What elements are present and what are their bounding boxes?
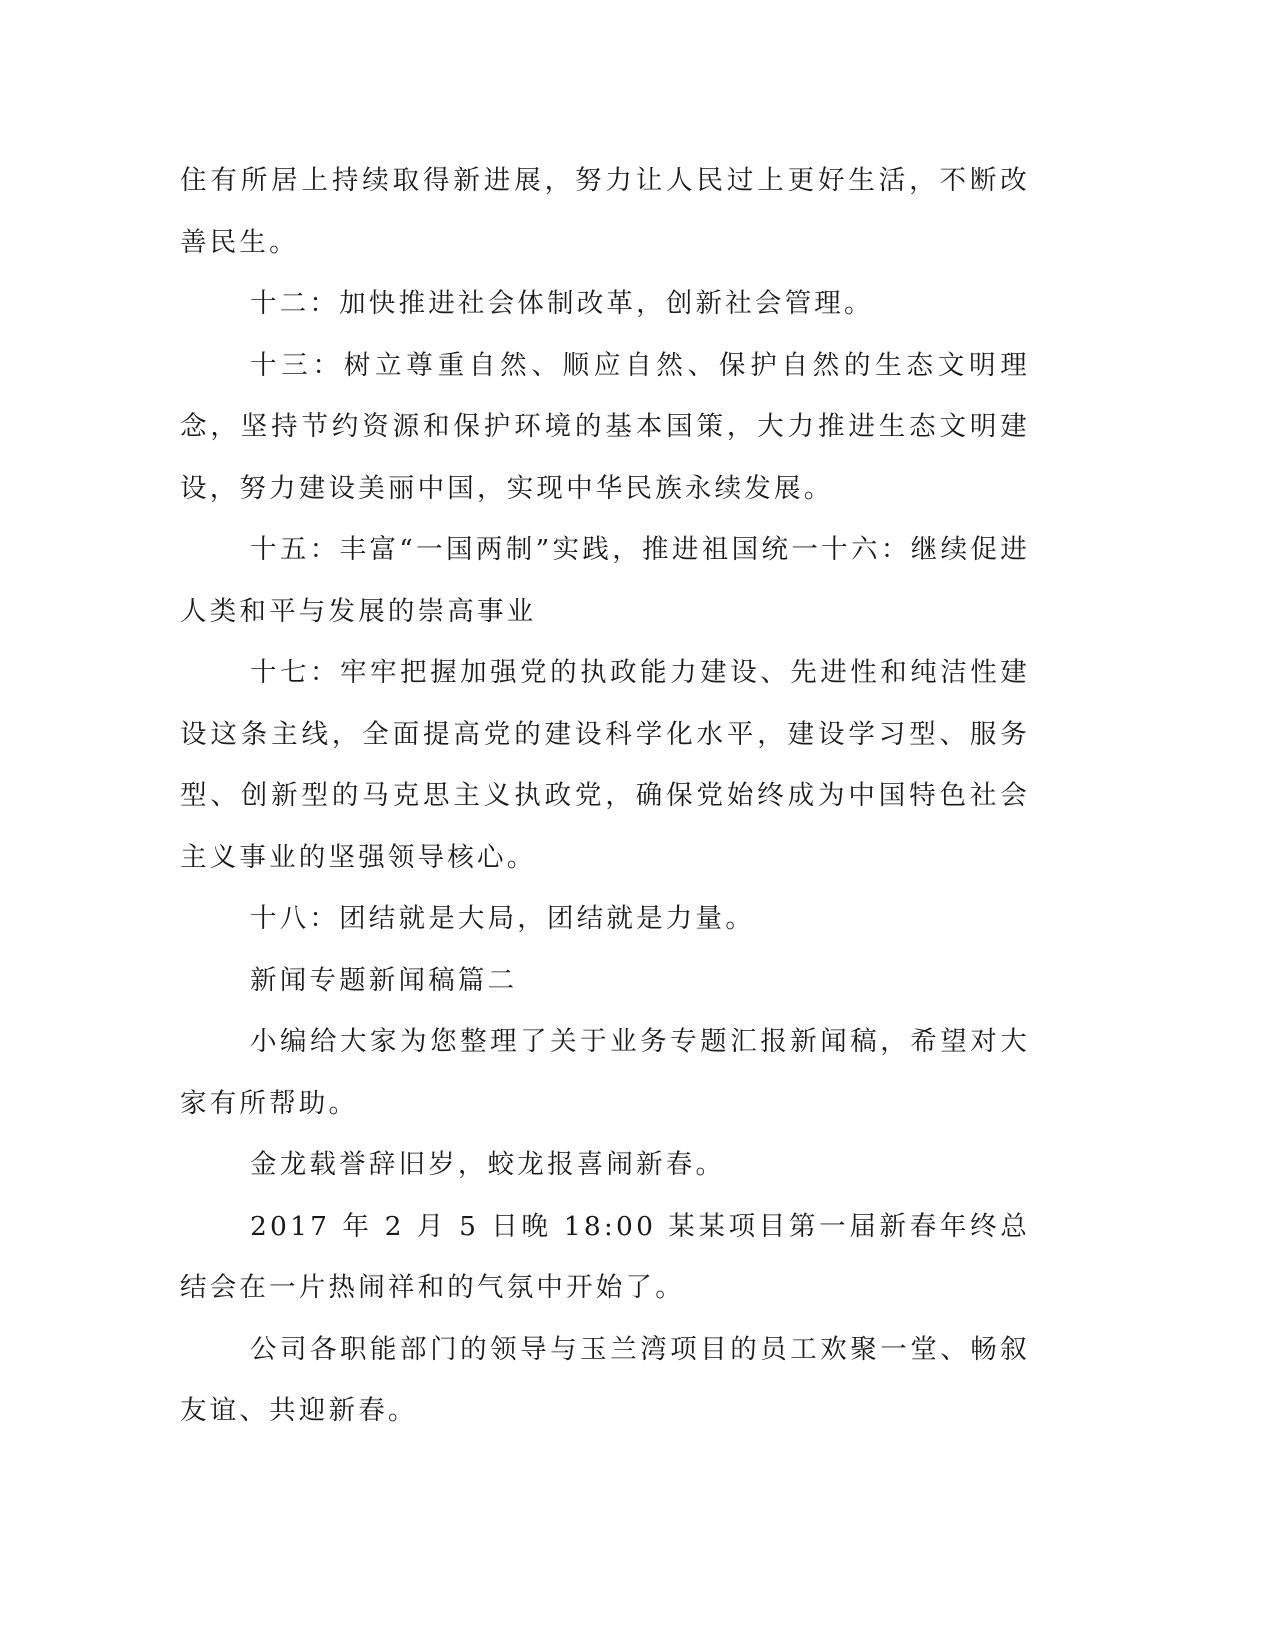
paragraph-event-date: 2017 年 2 月 5 日晚 18:00 某某项目第一届新春年终总结会在一片热闹祥和的气氛中开始了。 bbox=[180, 1210, 1030, 1303]
paragraph-item-13: 十三：树立尊重自然、顺应自然、保护自然的生态文明理念，坚持节约资源和保护环境的基本国策，大力推进生态文明建设，努力建设美丽中国，实现中华民族永续发展。 bbox=[180, 349, 1030, 504]
paragraph-intro: 小编给大家为您整理了关于业务专题汇报新闻稿，希望对大家有所帮助。 bbox=[180, 1026, 1030, 1119]
paragraph-item-12: 十二：加快推进社会体制改革，创新社会管理。 bbox=[250, 288, 874, 319]
paragraph-couplet: 金龙载誉辞旧岁，蛟龙报喜闹新春。 bbox=[250, 1149, 726, 1180]
document-body bbox=[180, 150, 1030, 1442]
paragraph-continuation: 住有所居上持续取得新进展，努力让人民过上更好生活，不断改善民生。 bbox=[180, 165, 1030, 258]
paragraph-item-15-16: 十五：丰富“一国两制”实践，推进祖国统一十六：继续促进人类和平与发展的崇高事业 bbox=[180, 534, 1030, 627]
paragraph-attendees: 公司各职能部门的领导与玉兰湾项目的员工欢聚一堂、畅叙友谊、共迎新春。 bbox=[180, 1333, 1030, 1426]
paragraph-item-18: 十八：团结就是大局，团结就是力量。 bbox=[250, 903, 755, 934]
section-heading: 新闻专题新闻稿篇二 bbox=[250, 964, 518, 996]
paragraph-item-17: 十七：牢牢把握加强党的执政能力建设、先进性和纯洁性建设这条主线，全面提高党的建设科学化水平，建设学习型、服务型、创新型的马克思主义执政党，确保党始终成为中国特色社会主义事业的坚强领导核心。 bbox=[180, 657, 1030, 873]
